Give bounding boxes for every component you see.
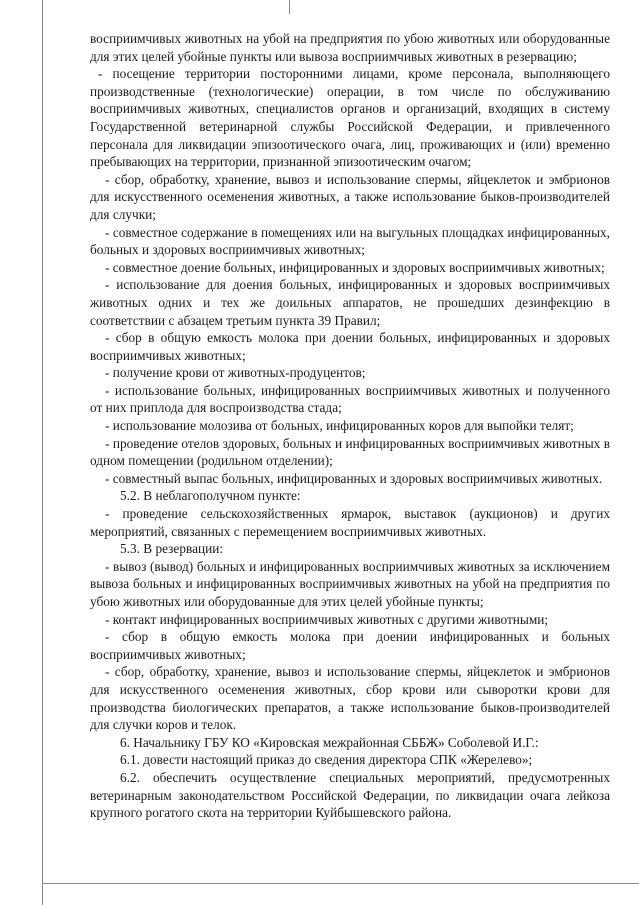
paragraph: - проведение сельскохозяйственных ярмарок, выставок (аукционов) и других мероприятий, связанных с перемещением восприимчивых животных. [90,506,610,539]
document-body [90,30,610,822]
scan-left-edge-line [42,0,43,905]
paragraph: - сбор, обработку, хранение, вывоз и использование спермы, яйцеклеток и эмбрионов для искусственного осеменения животных, а также использование быков-производителей для случки; [90,171,610,222]
paragraph: - сбор, обработку, хранение, вывоз и использование спермы, яйцеклеток и эмбрионов для искусственного осеменения животных, сбор крови или сыворотки крови для производства биологических препаратов, а также использование быков-производителей для случки коров и телок. [90,664,610,733]
section-heading: 5.2. В неблагополучном пункте: [120,488,301,504]
paragraph: - посещение территории посторонними лицами, кроме персонала, выполняющего производственные (технологические) операции, в том числе по обслуживанию восприимчивых животных, специалистов органов и организаций, входящих в систему Государственной ветеринарной службы Российской Федерации, и привлеченного персонала для ликвидации эпизоотического очага, лиц, проживающих и (или) временно пребывающих на территории, признанной эпизоотическим очагом; [90,66,610,170]
section-heading: 6. Начальнику ГБУ КО «Кировская межрайонная СББЖ» Соболевой И.Г.: [120,734,539,750]
paragraph: - сбор в общую емкость молока при доении больных, инфицированных и здоровых восприимчивых животных; [90,330,610,363]
scan-bottom-edge-line [42,883,639,884]
paragraph: 6.2. обеспечить осуществление специальных мероприятий, предусмотренных ветеринарным законодательством Российской Федерации, по ликвидации очага лейкоза крупного рогатого скота на территории Куйбышевского района. [90,769,610,821]
paragraph: - совместное доение больных, инфицированных и здоровых восприимчивых животных; [105,259,605,275]
paragraph: - вывоз (вывод) больных и инфицированных восприимчивых животных за исключением вывоза больных и инфицированных восприимчивых животных на убой на предприятия по убою животных или оборудованные для этих целей убойные пункты; [90,558,610,609]
paragraph: восприимчивых животных на убой на предприятия по убою животных или оборудованные для этих целей убойные пункты или вывоза восприимчивых животных в резервацию; [90,31,610,64]
paragraph: - контакт инфицированных восприимчивых животных с другими животными; [105,611,549,627]
paragraph: - совместный выпас больных, инфицированных и здоровых восприимчивых животных. [105,470,603,486]
paragraph: - использование больных, инфицированных восприимчивых животных и полученного от них приплода для воспроизводства стада; [90,382,610,416]
paragraph: - использование для доения больных, инфицированных и здоровых восприимчивых животных одних и тех же доильных аппаратов, не прошедших дезинфекцию в соответствии с абзацем третьим пункта 39 Правил; [90,277,610,328]
paragraph: - сбор в общую емкость молока при доении инфицированных и больных восприимчивых животных; [90,629,610,662]
paragraph: - совместное содержание в помещениях или на выгульных площадках инфицированных, больных и здоровых восприимчивых животных; [90,224,610,258]
section-heading: 5.3. В резервации: [120,541,224,557]
paragraph: - использование молозива от больных, инфицированных коров для выпойки телят; [105,418,574,434]
scan-top-fold-mark [289,0,290,14]
paragraph: - получение крови от животных-продуцентов; [105,365,366,381]
paragraph: 6.1. довести настоящий приказ до сведения директора СПК «Жерелево»; [120,752,533,768]
paragraph: - проведение отелов здоровых, больных и инфицированных восприимчивых животных в одном помещении (родильном отделении); [90,435,610,469]
